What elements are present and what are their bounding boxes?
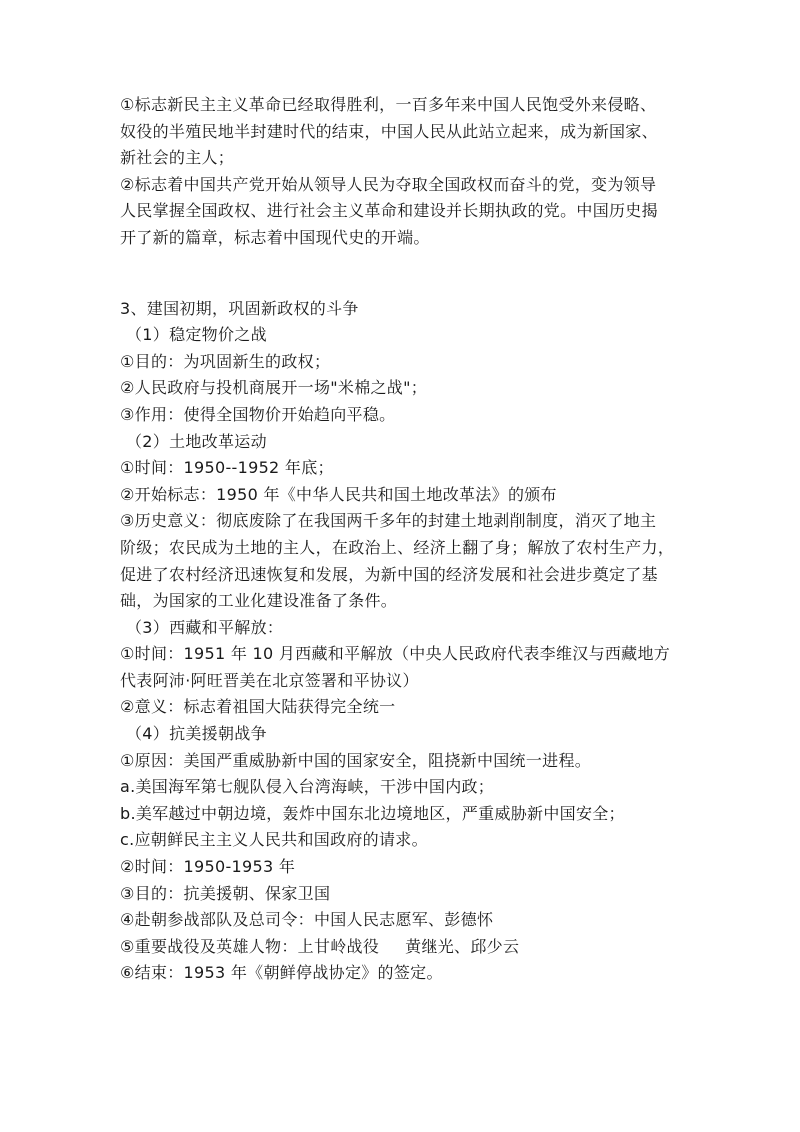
intro-line-3: 新社会的主人； xyxy=(120,148,235,168)
battle-heroes: 黄继光、邱少云 xyxy=(405,936,520,956)
s1-line-1: ①目的：为巩固新生的政权； xyxy=(120,351,331,371)
subsection-heading-3: （3）西藏和平解放： xyxy=(126,617,284,637)
s4-line-5: ②时间：1950-1953 年 xyxy=(120,857,296,877)
battle-label: ⑤重要战役及英雄人物：上甘岭战役 xyxy=(120,936,380,956)
s2-line-6: 础，为国家的工业化建设准备了条件。 xyxy=(120,591,398,611)
s4-line-4: c.应朝鲜民主主义人民共和国政府的请求。 xyxy=(120,830,428,850)
subsection-heading-2: （2）土地改革运动 xyxy=(126,431,267,451)
s1-line-2: ②人民政府与投机商展开一场"米棉之战"； xyxy=(120,378,428,398)
s4-line-2: a.美国海军第七舰队侵入台湾海峡，干涉中国内政； xyxy=(120,777,495,797)
section-title: 3、建国初期，巩固新政权的斗争 xyxy=(120,298,359,318)
intro-line-4: ②标志着中国共产党开始从领导人民为夺取全国政权而奋斗的党，变为领导 xyxy=(120,174,657,194)
s3-line-3: ②意义：标志着祖国大陆获得完全统一 xyxy=(120,697,396,717)
subsection-heading-4: （4）抗美援朝战争 xyxy=(126,724,267,744)
intro-line-2: 奴役的半殖民地半封建时代的结束，中国人民从此站立起来，成为新国家、 xyxy=(120,121,658,141)
s4-line-1: ①原因：美国严重威胁新中国的国家安全，阻挠新中国统一进程。 xyxy=(120,750,592,770)
s4-line-3: b.美军越过中朝边境，轰炸中国东北边境地区，严重威胁新中国安全； xyxy=(120,803,625,823)
subsection-heading-1: （1）稳定物价之战 xyxy=(126,325,267,345)
intro-line-6: 开了新的篇章，标志着中国现代史的开端。 xyxy=(120,227,430,247)
s2-line-2: ②开始标志：1950 年《中华人民共和国土地改革法》的颁布 xyxy=(120,484,557,504)
s3-line-1: ①时间：1951 年 10 月西藏和平解放（中央人民政府代表李维汉与西藏地方 xyxy=(120,644,671,664)
section-gap xyxy=(120,252,690,296)
s4-line-6: ③目的：抗美援朝、保家卫国 xyxy=(120,883,331,903)
s2-line-4: 阶级；农民成为土地的主人，在政治上、经济上翻了身；解放了农村生产力， xyxy=(120,537,675,557)
s1-line-3: ③作用：使得全国物价开始趋向平稳。 xyxy=(120,404,396,424)
document-page xyxy=(120,92,690,987)
s2-line-5: 促进了农村经济迅速恢复和发展，为新中国的经济发展和社会进步奠定了基 xyxy=(120,564,658,584)
s2-line-3: ③历史意义：彻底废除了在我国两千多年的封建土地剥削制度，消灭了地主 xyxy=(120,511,657,531)
s4-line-7: ④赴朝参战部队及总司令：中国人民志愿军、彭德怀 xyxy=(120,910,494,930)
intro-line-5: 人民掌握全国政权、进行社会主义革命和建设并长期执政的党。中国历史揭 xyxy=(120,201,658,221)
s4-end-line: ⑥结束：1953 年《朝鲜停战协定》的签定。 xyxy=(120,963,443,983)
intro-line-1: ①标志新民主主义革命已经取得胜利，一百多年来中国人民饱受外来侵略、 xyxy=(120,95,657,114)
s3-line-2: 代表阿沛·阿旺晋美在北京签署和平协议） xyxy=(120,670,419,690)
s4-battle-line xyxy=(120,934,690,961)
s2-line-1: ①时间：1950--1952 年底； xyxy=(120,458,334,478)
